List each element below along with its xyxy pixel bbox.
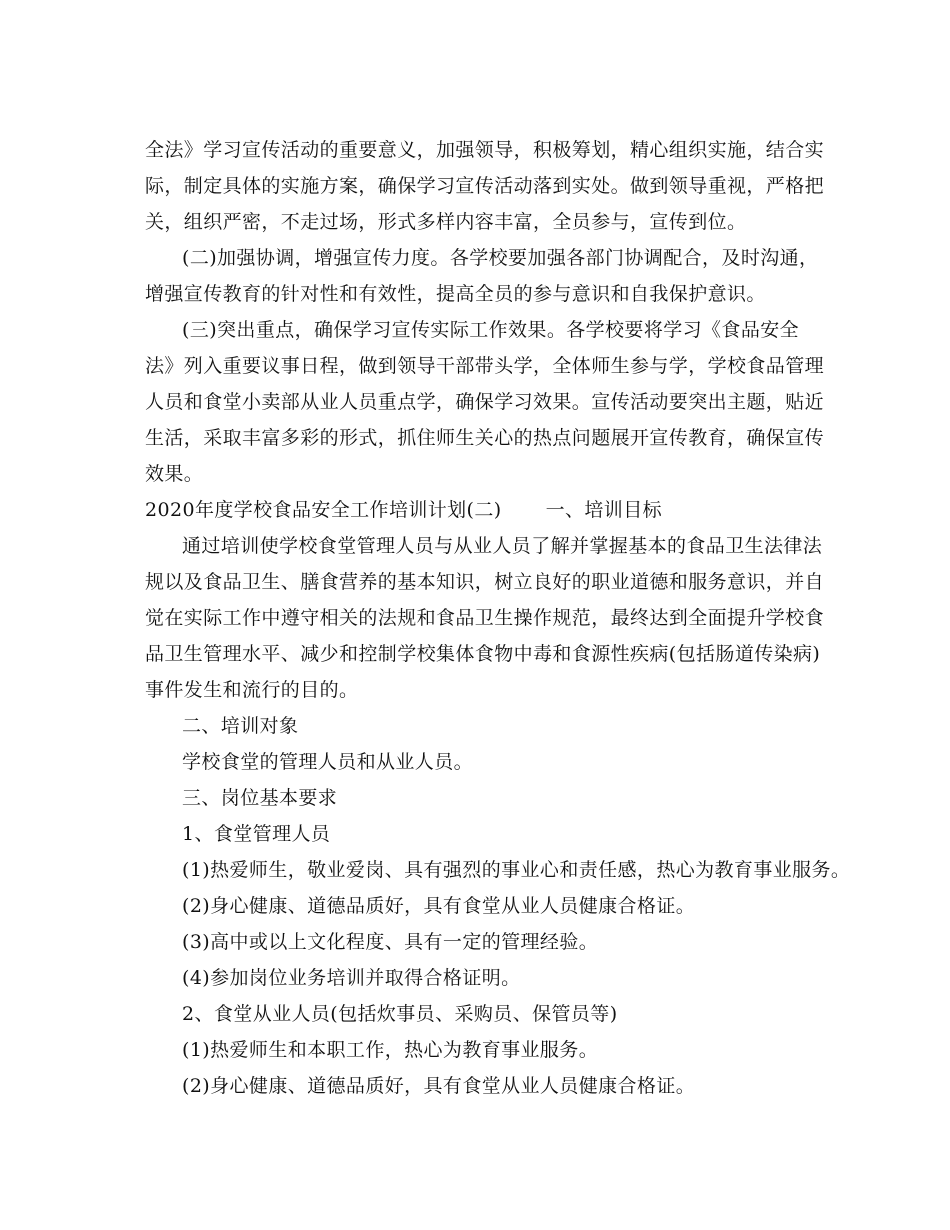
paragraph-line: 增强宣传教育的针对性和有效性，提高全员的参与意识和自我保护意识。: [145, 283, 766, 305]
paragraph-line: 觉在实际工作中遵守相关的法规和食品卫生操作规范，最终达到全面提升学校食: [145, 607, 825, 629]
section-heading: 二、培训对象: [182, 715, 299, 737]
list-item: (2)身心健康、道德品质好，具有食堂从业人员健康合格证。: [182, 895, 696, 917]
document-title: 2020年度学校食品安全工作培训计划(二): [145, 499, 502, 521]
paragraph-line: 品卫生管理水平、减少和控制学校集体食物中毒和食源性疾病(包括肠道传染病): [145, 643, 821, 665]
subsection-heading: 1、食堂管理人员: [182, 823, 331, 845]
list-item: (4)参加岗位业务培训并取得合格证明。: [182, 967, 521, 989]
paragraph-line: 际，制定具体的实施方案，确保学习宣传活动落到实处。做到领导重视，严格把: [145, 175, 825, 197]
list-item: (3)高中或以上文化程度、具有一定的管理经验。: [182, 931, 599, 953]
list-item: (2)身心健康、道德品质好，具有食堂从业人员健康合格证。: [182, 1075, 696, 1097]
paragraph-line: 效果。: [145, 463, 204, 485]
paragraph-line: 规以及食品卫生、膳食营养的基本知识，树立良好的职业道德和服务意识，并自: [145, 571, 825, 593]
paragraph-line: 事件发生和流行的目的。: [145, 679, 359, 701]
paragraph-line: (二)加强协调，增强宣传力度。各学校要加强各部门协调配合，及时沟通，: [182, 247, 819, 269]
paragraph-line: 通过培训使学校食堂管理人员与从业人员了解并掌握基本的食品卫生法律法: [182, 535, 823, 557]
paragraph-line: 关，组织严密，不走过场，形式多样内容丰富，全员参与，宣传到位。: [145, 211, 747, 233]
list-item: (1)热爱师生和本职工作，热心为教育事业服务。: [182, 1039, 599, 1061]
section-title-line: [145, 492, 662, 528]
paragraph-line: 全法》学习宣传活动的重要意义，加强领导，积极筹划，精心组织实施，结合实: [145, 139, 825, 161]
paragraph-line: 人员和食堂小卖部从业人员重点学，确保学习效果。宣传活动要突出主题，贴近: [145, 391, 825, 413]
paragraph-line: (三)突出重点，确保学习宣传实际工作效果。各学校要将学习《食品安全: [182, 319, 800, 341]
paragraph-line: 学校食堂的管理人员和从业人员。: [182, 751, 474, 773]
section-heading: 一、培训目标: [545, 499, 662, 521]
paragraph-line: 生活，采取丰富多彩的形式，抓住师生关心的热点问题展开宣传教育，确保宣传: [145, 427, 825, 449]
subsection-heading: 2、食堂从业人员(包括炊事员、采购员、保管员等): [182, 1003, 618, 1025]
list-item: (1)热爱师生，敬业爱岗、具有强烈的事业心和责任感，热心为教育事业服务。: [182, 859, 851, 881]
section-heading: 三、岗位基本要求: [182, 787, 338, 809]
paragraph-line: 法》列入重要议事日程，做到领导干部带头学，全体师生参与学，学校食品管理: [145, 355, 825, 377]
